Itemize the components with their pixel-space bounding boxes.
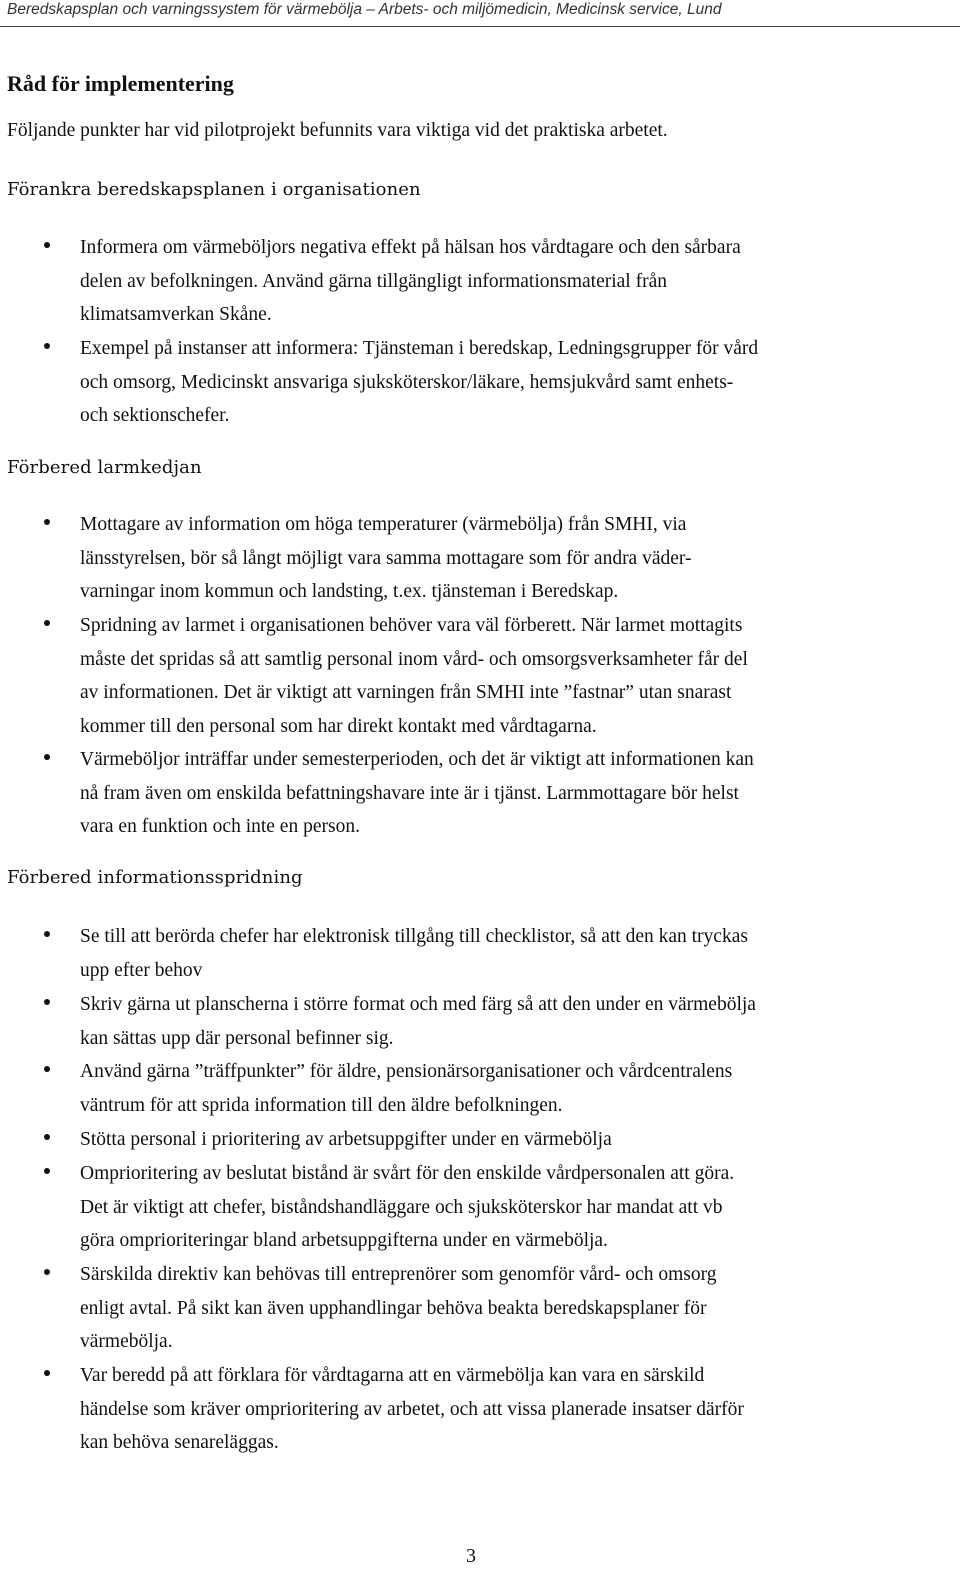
list-item-text: delen av befolkningen. Använd gärna tillgängligt informationsmaterial från (80, 270, 667, 292)
list-item-text: Stötta personal i prioritering av arbetsuppgifter under en värmebölja (80, 1129, 612, 1150)
list-item-text: kan sättas upp där personal befinner sig. (80, 1027, 394, 1049)
section-heading-forankra: Förankra beredskapsplanen i organisationen (7, 179, 421, 200)
list-item-text: och sektionschefer. (80, 405, 230, 426)
list-item-text: Särskilda direktiv kan behövas till entreprenörer som genomför vård- och omsorg (80, 1264, 717, 1285)
list-item-text: och omsorg, Medicinskt ansvariga sjuksköterskor/läkare, hemsjukvård samt enhets- (80, 371, 734, 393)
list-item-text: av informationen. Det är viktigt att varningen från SMHI inte ”fastnar” utan snarast (80, 682, 732, 703)
section-heading-informationsspridning: Förbered informationsspridning (7, 867, 303, 888)
bullet-icon (44, 1134, 50, 1140)
page-number: 3 (466, 1545, 476, 1567)
list-item-text: värmebölja. (80, 1331, 173, 1352)
list-item-text: kan behöva senareläggas. (80, 1432, 279, 1453)
bullet-icon (44, 754, 50, 760)
list-item-text: Var beredd på att förklara för vårdtagarna att en värmebölja kan vara en särskild (80, 1365, 705, 1386)
bullet-icon (44, 620, 50, 626)
bullet-icon (44, 242, 50, 248)
list-item-text: nå fram även om enskilda befattningshavare inte är i tjänst. Larmmottagare bör helst (80, 782, 739, 804)
bullet-icon (44, 519, 50, 525)
list-item-text: upp efter behov (80, 959, 203, 981)
list-item-text: länsstyrelsen, bör så långt möjligt vara samma mottagare som för andra väder- (80, 547, 692, 569)
list-item-text: väntrum för att sprida information till den äldre befolkningen. (80, 1094, 563, 1116)
section-heading-larmkedjan: Förbered larmkedjan (7, 457, 202, 478)
list-item-text: Omprioritering av beslutat bistånd är svårt för den enskilde vårdpersonalen att göra. (80, 1163, 735, 1184)
bullet-icon (44, 1168, 50, 1174)
list-item-text: Skriv gärna ut planscherna i större format och med färg så att den under en värmebölja (80, 994, 756, 1015)
header-divider (0, 26, 960, 27)
list-item-text: Mottagare av information om höga temperaturer (värmebölja) från SMHI, via (80, 514, 687, 535)
list-item-text: varningar inom kommun och landsting, t.ex. tjänsteman i Beredskap. (80, 581, 619, 602)
list-item-text: vara en funktion och inte en person. (80, 816, 360, 837)
bullet-icon (44, 999, 50, 1005)
list-item-text: Exempel på instanser att informera: Tjänsteman i beredskap, Ledningsgrupper för vård (80, 338, 759, 359)
list-item-text: händelse som kräver omprioritering av arbetet, och att vissa planerade insatser därför (80, 1398, 744, 1420)
bullet-icon (44, 343, 50, 349)
running-header: Beredskapsplan och varningssystem för värmebölja – Arbets- och miljömedicin, Medicinsk service, Lund (7, 1, 722, 18)
list-item-text: Spridning av larmet i organisationen behöver vara väl förberett. När larmet mottagits (80, 615, 743, 636)
list-item-text: måste det spridas så att samtlig personal inom vård- och omsorgsverksamheter får del (80, 648, 748, 670)
list-item-text: Det är viktigt att chefer, biståndshandläggare och sjuksköterskor har mandat att vb (80, 1196, 723, 1218)
list-item-text: Värmeböljor inträffar under semesterperioden, och det är viktigt att informationen kan (80, 749, 754, 770)
list-item-text: Använd gärna ”träffpunkter” för äldre, pensionärsorganisationer och vårdcentralens (80, 1061, 733, 1082)
bullet-icon (44, 1370, 50, 1376)
list-item-text: Informera om värmeböljors negativa effekt på hälsan hos vårdtagare och den sårbara (80, 237, 741, 258)
bullet-icon (44, 931, 50, 937)
page-title: Råd för implementering (7, 71, 234, 96)
list-item-text: Se till att berörda chefer har elektronisk tillgång till checklistor, så att den kan tryckas (80, 926, 748, 947)
list-item-text: klimatsamverkan Skåne. (80, 304, 272, 325)
intro-paragraph: Följande punkter har vid pilotprojekt befunnits vara viktiga vid det praktiska arbetet. (7, 120, 668, 141)
list-item-text: enligt avtal. På sikt kan även upphandlingar behöva beakta beredskapsplaner för (80, 1297, 707, 1319)
bullet-icon (44, 1066, 50, 1072)
bullet-icon (44, 1269, 50, 1275)
list-item-text: göra omprioriteringar bland arbetsuppgifterna under en värmebölja. (80, 1230, 608, 1251)
list-item-text: kommer till den personal som har direkt kontakt med vårdtagarna. (80, 715, 597, 737)
